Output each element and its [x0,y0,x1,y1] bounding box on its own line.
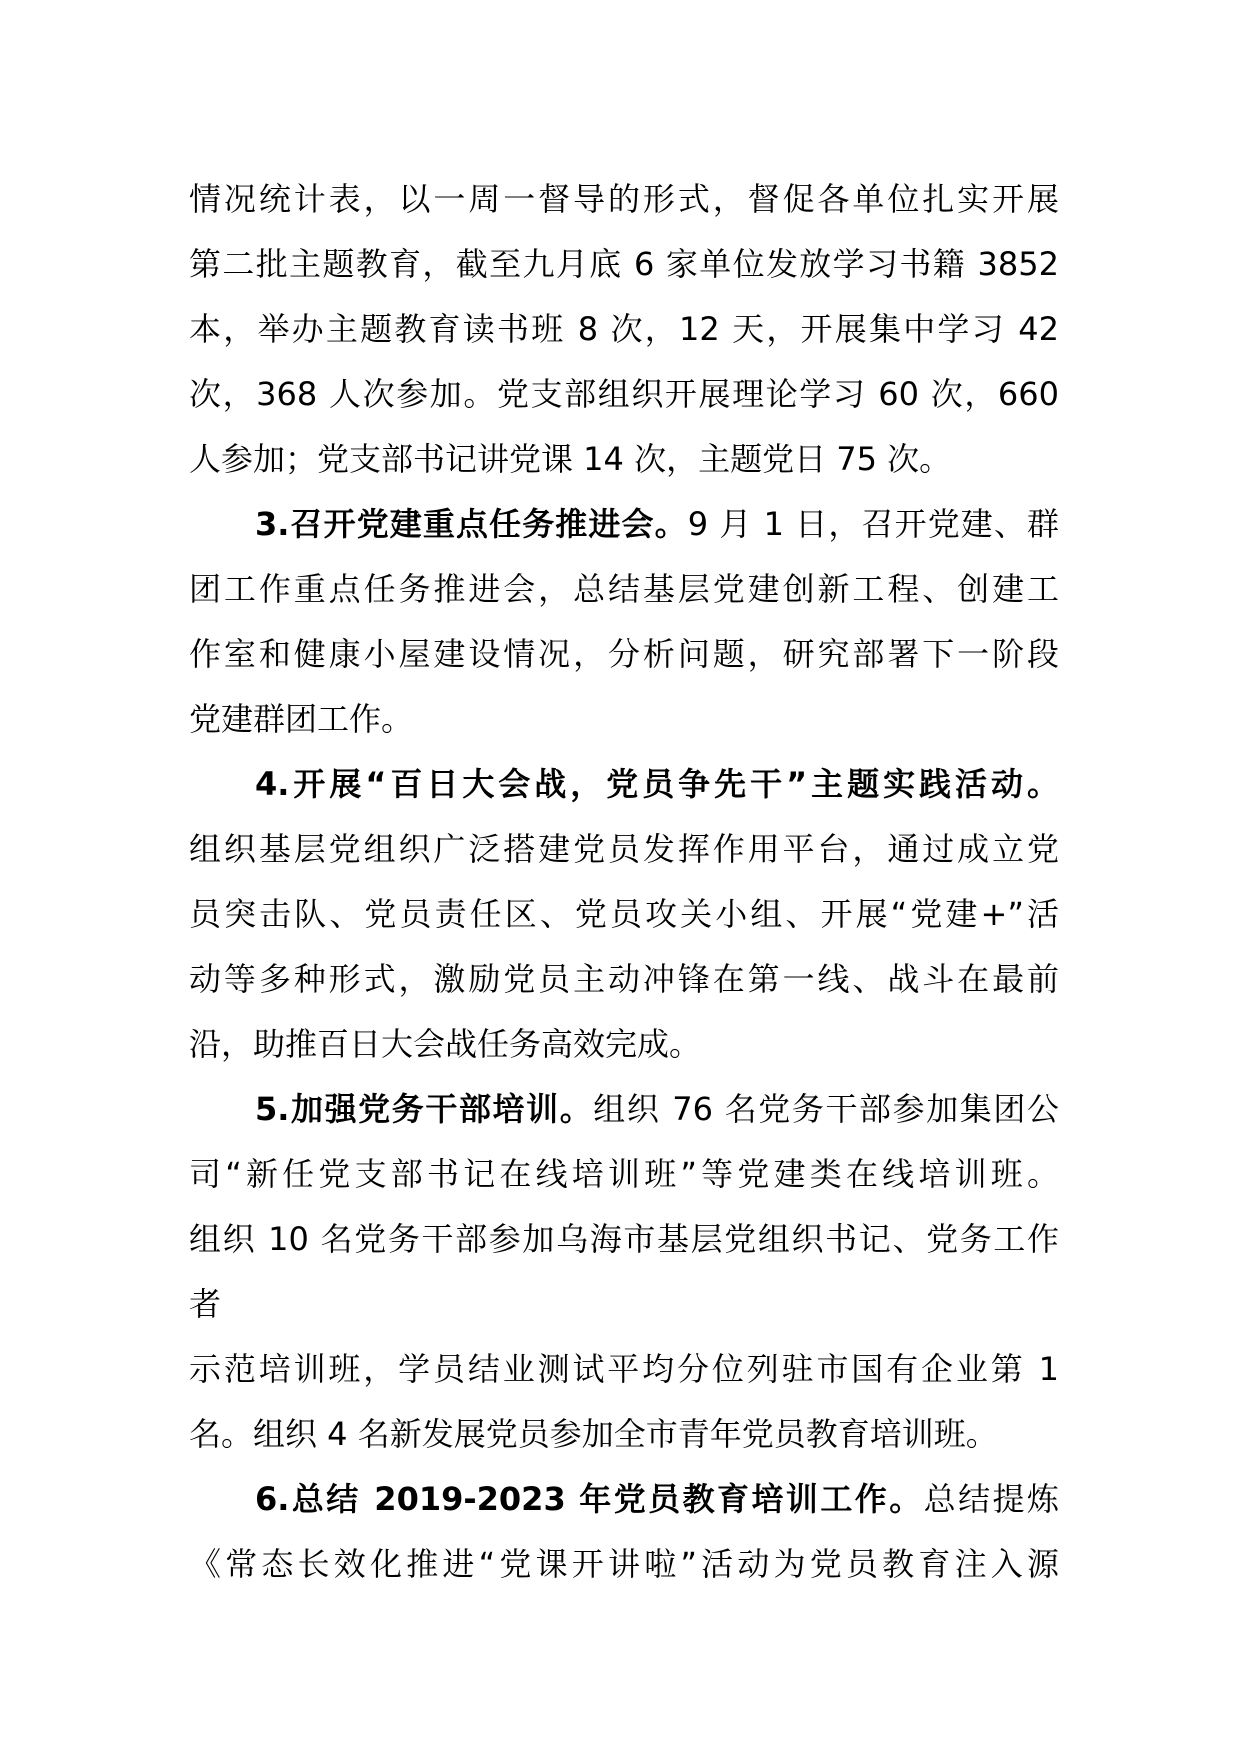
body-text-line: 司“新任党支部书记在线培训班”等党建类在线培训班。 [189,1155,1059,1193]
body-text-line: 人参加；党支部书记讲党课 14 次，主题党日 75 次。 [189,440,952,478]
body-text-line: 动等多种形式，激励党员主动冲锋在第一线、战斗在最前 [189,960,1059,998]
section-heading-title: 5.加强党务干部培训。 [255,1090,594,1128]
body-text-line: 组织 10 名党务干部参加乌海市基层党组织书记、党务工作 [189,1220,1059,1258]
section-heading-title: 3.召开党建重点任务推进会。 [255,505,688,543]
body-text-line: 名。组织 4 名新发展党员参加全市青年党员教育培训班。 [189,1415,998,1453]
body-text-line: 《常态长效化推进“党课开讲啦”活动为党员教育注入源 [189,1545,1059,1583]
body-text-line: 员突击队、党员责任区、党员攻关小组、开展“党建+”活 [189,895,1059,933]
body-text-line: 沿，助推百日大会战任务高效完成。 [189,1025,702,1063]
section-heading-line [189,492,1059,557]
document-body [189,167,1059,1597]
section-heading-line [189,1077,1059,1142]
section-heading-text: 总结提炼 [923,1480,1059,1518]
section-heading-text: 组织 76 名党务干部参加集团公 [593,1090,1059,1128]
body-text-line: 情况统计表，以一周一督导的形式，督促各单位扎实开展 [189,180,1059,218]
section-heading-title: 6.总结 2019-2023 年党员教育培训工作。 [255,1480,924,1518]
body-text-line: 组织基层党组织广泛搭建党员发挥作用平台，通过成立党 [189,830,1059,868]
body-text-line: 示范培训班，学员结业测试平均分位列驻市国有企业第 1 [189,1350,1059,1388]
body-text-line: 团工作重点任务推进会，总结基层党建创新工程、创建工 [189,570,1059,608]
body-text-line: 党建群团工作。 [189,700,414,738]
body-text-line: 本，举办主题教育读书班 8 次，12 天，开展集中学习 42 [189,310,1059,348]
section-heading-title: 4.开展“百日大会战，党员争先干”主题实践活动。 [255,765,1059,803]
body-text-line: 作室和健康小屋建设情况，分析问题，研究部署下一阶段 [189,635,1059,673]
body-text-line: 次，368 人次参加。党支部组织开展理论学习 60 次，660 [189,375,1059,413]
section-heading-text: 9 月 1 日，召开党建、群 [687,505,1059,543]
section-heading-line [189,1467,1059,1532]
section-heading-line [189,752,1059,817]
body-text-line: 者 [189,1285,222,1323]
body-text-line: 第二批主题教育，截至九月底 6 家单位发放学习书籍 3852 [189,245,1059,283]
